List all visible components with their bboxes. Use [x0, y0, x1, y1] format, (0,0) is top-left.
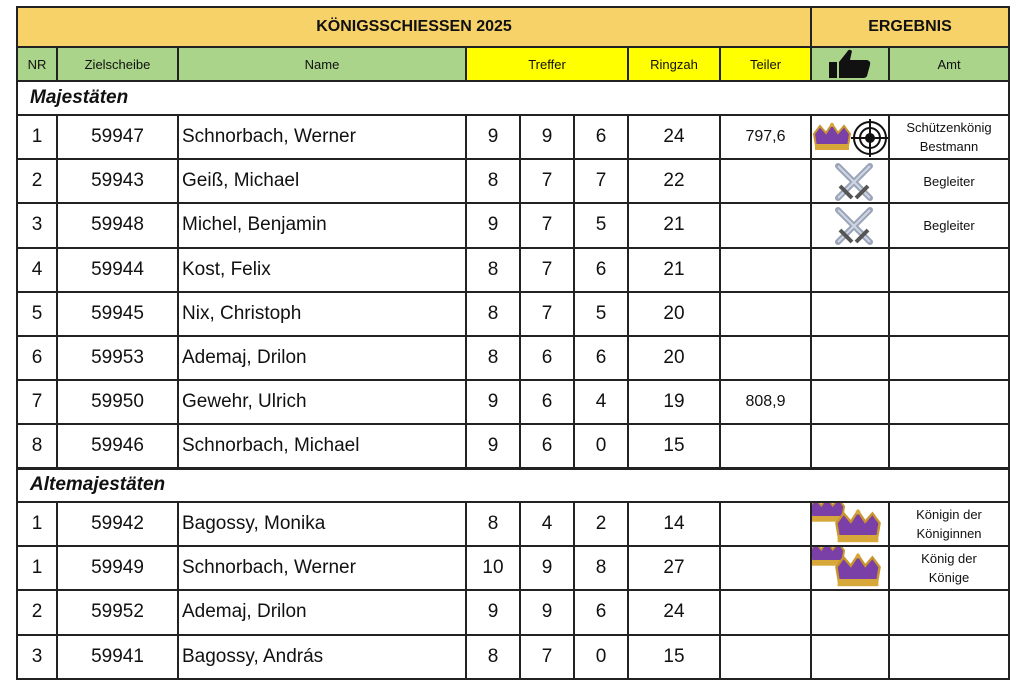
page-title: KÖNIGSSCHIESSEN 2025	[16, 6, 812, 48]
cell-icon	[810, 589, 890, 635]
cell-teiler	[719, 335, 812, 381]
cell-h1: 9	[465, 202, 521, 248]
cell-rings: 22	[627, 158, 721, 204]
cell-target: 59944	[56, 247, 179, 293]
section-header: Altemajestäten	[16, 467, 1010, 503]
office-line: Königin der	[916, 507, 982, 523]
cell-nr: 8	[16, 423, 58, 469]
cell-name: Ademaj, Drilon	[177, 589, 467, 635]
cell-name: Gewehr, Ulrich	[177, 379, 467, 425]
cell-amt	[888, 202, 1010, 248]
office-line: Königinnen	[916, 526, 982, 542]
cell-h2: 7	[519, 291, 575, 337]
col-office: Amt	[888, 46, 1010, 82]
cell-rings: 19	[627, 379, 721, 425]
cell-h3: 2	[573, 501, 629, 547]
col-hits: Treffer	[465, 46, 629, 82]
cell-target: 59953	[56, 335, 179, 381]
cell-h1: 8	[465, 158, 521, 204]
cell-teiler	[719, 423, 812, 469]
cell-name: Michel, Benjamin	[177, 202, 467, 248]
cell-icon	[810, 158, 890, 204]
cell-target: 59950	[56, 379, 179, 425]
result-header: ERGEBNIS	[810, 6, 1010, 48]
crossed-swords-icon	[812, 160, 890, 204]
cell-amt	[888, 114, 1010, 160]
king-best-icons	[812, 116, 890, 160]
crossed-swords-icon	[812, 204, 890, 248]
cell-rings: 15	[627, 423, 721, 469]
cell-nr: 3	[16, 634, 58, 680]
cell-name: Ademaj, Drilon	[177, 335, 467, 381]
target-icon	[851, 119, 889, 157]
cell-target: 59943	[56, 158, 179, 204]
cell-h1: 10	[465, 545, 521, 591]
cell-rings: 21	[627, 202, 721, 248]
cell-amt	[888, 379, 1010, 425]
cell-nr: 6	[16, 335, 58, 381]
cell-h3: 6	[573, 589, 629, 635]
cell-icon	[810, 114, 890, 160]
cell-nr: 5	[16, 291, 58, 337]
cell-h1: 9	[465, 379, 521, 425]
cell-h2: 6	[519, 379, 575, 425]
cell-amt	[888, 158, 1010, 204]
cell-amt	[888, 634, 1010, 680]
cell-h3: 6	[573, 335, 629, 381]
cell-amt	[888, 545, 1010, 591]
cell-name: Bagossy, Monika	[177, 501, 467, 547]
cell-h2: 6	[519, 335, 575, 381]
cell-icon	[810, 291, 890, 337]
cell-h3: 5	[573, 202, 629, 248]
cell-teiler	[719, 202, 812, 248]
col-divider: Teiler	[719, 46, 812, 82]
cell-teiler	[719, 158, 812, 204]
cell-teiler	[719, 589, 812, 635]
office-line: Begleiter	[923, 173, 975, 189]
cell-nr: 1	[16, 501, 58, 547]
cell-icon	[810, 545, 890, 591]
cell-h1: 8	[465, 501, 521, 547]
cell-nr: 3	[16, 202, 58, 248]
double-crown-icon	[812, 503, 890, 547]
cell-rings: 20	[627, 291, 721, 337]
cell-rings: 27	[627, 545, 721, 591]
cell-name: Kost, Felix	[177, 247, 467, 293]
cell-nr: 1	[16, 114, 58, 160]
cell-h1: 8	[465, 291, 521, 337]
cell-h1: 8	[465, 335, 521, 381]
cell-h2: 6	[519, 423, 575, 469]
cell-target: 59941	[56, 634, 179, 680]
cell-rings: 15	[627, 634, 721, 680]
cell-target: 59948	[56, 202, 179, 248]
cell-h2: 7	[519, 247, 575, 293]
cell-name: Nix, Christoph	[177, 291, 467, 337]
cell-icon	[810, 247, 890, 293]
cell-h3: 0	[573, 634, 629, 680]
cell-rings: 14	[627, 501, 721, 547]
cell-nr: 4	[16, 247, 58, 293]
cell-h1: 9	[465, 589, 521, 635]
col-icon	[810, 46, 890, 82]
cell-h3: 7	[573, 158, 629, 204]
cell-h2: 9	[519, 589, 575, 635]
cell-teiler	[719, 501, 812, 547]
section-header: Majestäten	[16, 80, 1010, 116]
col-rings: Ringzah	[627, 46, 721, 82]
cell-teiler: 797,6	[719, 114, 812, 160]
double-crown-icon	[812, 547, 890, 591]
cell-name: Schnorbach, Werner	[177, 114, 467, 160]
cell-h2: 7	[519, 158, 575, 204]
cell-amt	[888, 247, 1010, 293]
cell-rings: 24	[627, 114, 721, 160]
cell-target: 59942	[56, 501, 179, 547]
cell-icon	[810, 202, 890, 248]
cell-icon	[810, 335, 890, 381]
cell-icon	[810, 423, 890, 469]
cell-amt	[888, 589, 1010, 635]
cell-teiler: 808,9	[719, 379, 812, 425]
cell-name: Geiß, Michael	[177, 158, 467, 204]
crown-icon	[814, 123, 850, 150]
cell-rings: 21	[627, 247, 721, 293]
cell-rings: 20	[627, 335, 721, 381]
cell-target: 59947	[56, 114, 179, 160]
cell-h3: 8	[573, 545, 629, 591]
office-line: Bestmann	[919, 139, 979, 155]
cell-h3: 6	[573, 247, 629, 293]
cell-name: Schnorbach, Michael	[177, 423, 467, 469]
cell-h2: 9	[519, 114, 575, 160]
cell-h2: 9	[519, 545, 575, 591]
cell-icon	[810, 634, 890, 680]
cell-rings: 24	[627, 589, 721, 635]
cell-amt	[888, 423, 1010, 469]
cell-teiler	[719, 634, 812, 680]
cell-icon	[810, 379, 890, 425]
cell-nr: 2	[16, 589, 58, 635]
cell-target: 59949	[56, 545, 179, 591]
cell-target: 59952	[56, 589, 179, 635]
cell-h1: 9	[465, 114, 521, 160]
cell-h2: 4	[519, 501, 575, 547]
cell-nr: 2	[16, 158, 58, 204]
office-line: Könige	[928, 570, 970, 586]
cell-name: Bagossy, András	[177, 634, 467, 680]
cell-teiler	[719, 291, 812, 337]
cell-name: Schnorbach, Werner	[177, 545, 467, 591]
cell-amt	[888, 291, 1010, 337]
cell-nr: 7	[16, 379, 58, 425]
cell-nr: 1	[16, 545, 58, 591]
cell-h1: 9	[465, 423, 521, 469]
thumbs-up-icon	[827, 48, 873, 80]
col-nr: NR	[16, 46, 58, 82]
cell-h3: 5	[573, 291, 629, 337]
cell-amt	[888, 501, 1010, 547]
col-name: Name	[177, 46, 467, 82]
cell-target: 59945	[56, 291, 179, 337]
office-line: Schützenkönig	[906, 120, 992, 136]
cell-h2: 7	[519, 202, 575, 248]
cell-h3: 6	[573, 114, 629, 160]
office-line: König der	[921, 551, 977, 567]
cell-h3: 4	[573, 379, 629, 425]
cell-icon	[810, 501, 890, 547]
office-line: Begleiter	[923, 217, 975, 233]
cell-amt	[888, 335, 1010, 381]
cell-teiler	[719, 545, 812, 591]
cell-target: 59946	[56, 423, 179, 469]
cell-teiler	[719, 247, 812, 293]
cell-h1: 8	[465, 634, 521, 680]
cell-h1: 8	[465, 247, 521, 293]
cell-h2: 7	[519, 634, 575, 680]
col-target: Zielscheibe	[56, 46, 179, 82]
cell-h3: 0	[573, 423, 629, 469]
